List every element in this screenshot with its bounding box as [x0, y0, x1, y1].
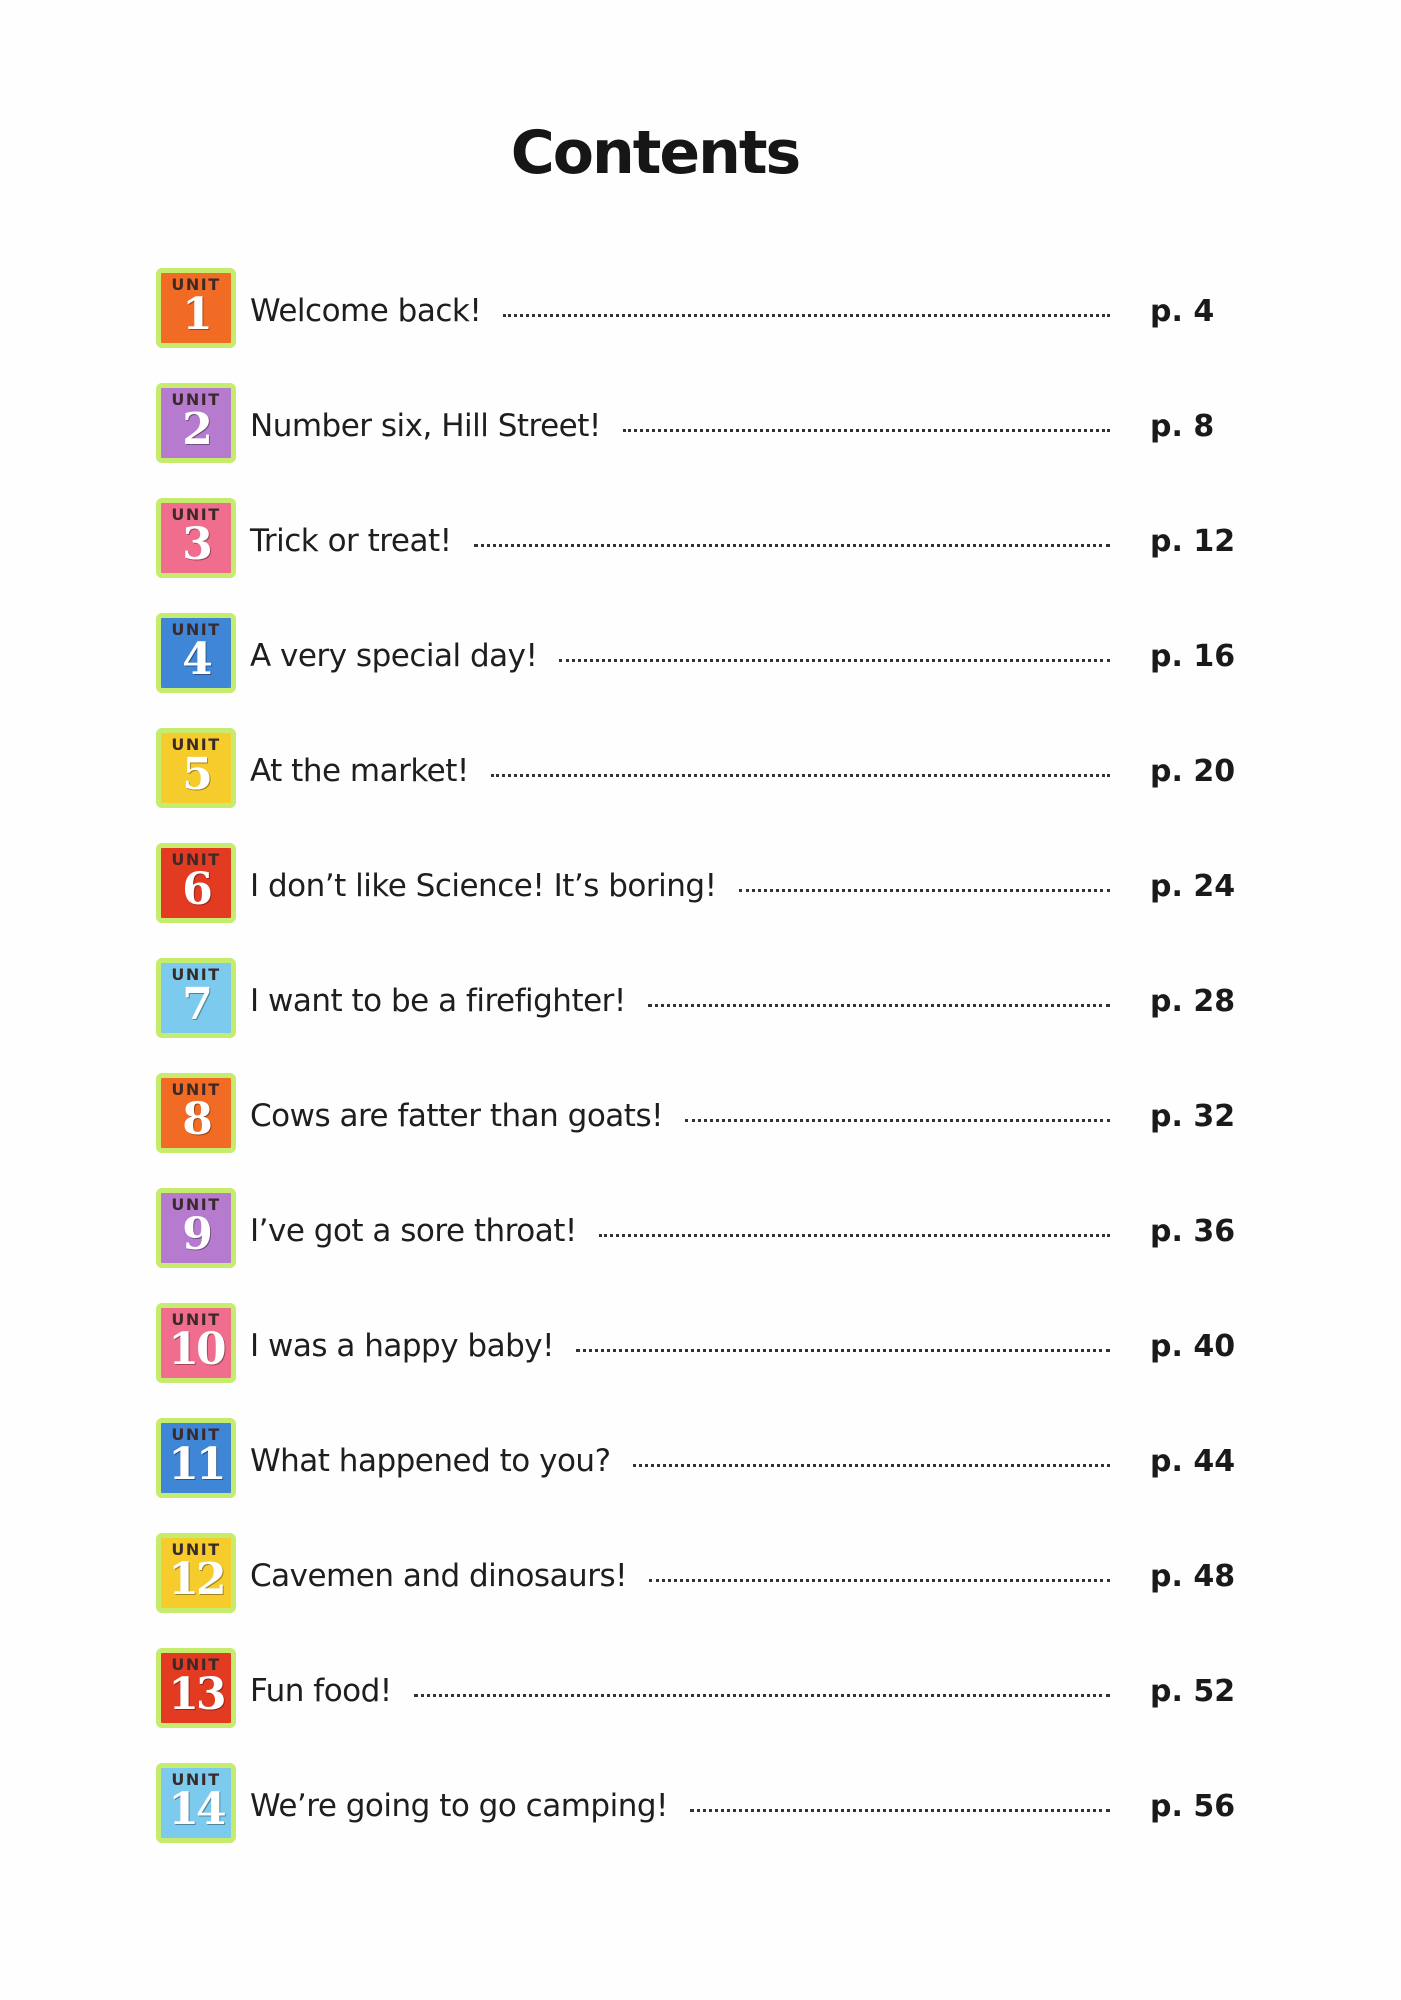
toc-row[interactable] [150, 1071, 1250, 1161]
toc-row[interactable] [150, 1761, 1250, 1851]
unit-badge-number: 4 [182, 634, 210, 685]
dot-leader [414, 1694, 1110, 1697]
toc-entry [250, 496, 1250, 586]
toc-row[interactable] [150, 1416, 1250, 1506]
toc-row[interactable] [150, 841, 1250, 931]
page-number: p. 40 [1150, 1328, 1236, 1364]
unit-badge-label: UNIT [171, 620, 221, 639]
unit-badge [156, 1418, 236, 1498]
unit-badge-number: 13 [168, 1669, 224, 1720]
dot-leader [685, 1119, 1110, 1122]
toc-row[interactable] [150, 956, 1250, 1046]
unit-badge [156, 1303, 236, 1383]
toc-entry [250, 381, 1250, 471]
page-number: p. 20 [1150, 753, 1236, 789]
unit-badge-label: UNIT [171, 1080, 221, 1099]
toc-entry [250, 1071, 1250, 1161]
unit-badge-label: UNIT [171, 505, 221, 524]
toc-entry [250, 1301, 1250, 1391]
toc-entry [250, 1186, 1250, 1276]
unit-badge-number: 5 [182, 749, 210, 800]
toc-entry [250, 266, 1250, 356]
unit-badge-number: 3 [182, 519, 210, 570]
unit-badge-label: UNIT [171, 1310, 221, 1329]
unit-title: Cavemen and dinosaurs! [250, 1558, 628, 1594]
unit-title: At the market! [250, 753, 469, 789]
unit-title: Number six, Hill Street! [250, 408, 601, 444]
unit-badge-number: 6 [182, 864, 210, 915]
unit-badge-number: 12 [168, 1554, 224, 1605]
dot-leader [491, 774, 1110, 777]
toc-row[interactable] [150, 1531, 1250, 1621]
toc-row[interactable] [150, 611, 1250, 701]
toc-row[interactable] [150, 1301, 1250, 1391]
dot-leader [559, 659, 1110, 662]
unit-title: I want to be a firefighter! [250, 983, 626, 1019]
unit-title: What happened to you? [250, 1443, 611, 1479]
page-number: p. 44 [1150, 1443, 1236, 1479]
dot-leader [474, 544, 1110, 547]
unit-title: I don’t like Science! It’s boring! [250, 868, 717, 904]
unit-badge-label: UNIT [171, 1195, 221, 1214]
unit-badge-number: 1 [182, 289, 210, 340]
toc-row[interactable] [150, 1186, 1250, 1276]
toc-entry [250, 1646, 1250, 1736]
dot-leader [739, 889, 1110, 892]
toc-row[interactable] [150, 726, 1250, 816]
unit-badge-number: 14 [168, 1784, 224, 1835]
unit-badge-label: UNIT [171, 1770, 221, 1789]
dot-leader [690, 1809, 1110, 1812]
unit-badge-label: UNIT [171, 390, 221, 409]
unit-badge-number: 8 [182, 1094, 210, 1145]
unit-badge [156, 1533, 236, 1613]
dot-leader [599, 1234, 1110, 1237]
unit-title: Fun food! [250, 1673, 392, 1709]
unit-badge [156, 613, 236, 693]
toc-row[interactable] [150, 381, 1250, 471]
unit-badge-number: 7 [182, 979, 210, 1030]
page-number: p. 36 [1150, 1213, 1236, 1249]
unit-title: I’ve got a sore throat! [250, 1213, 577, 1249]
unit-badge-number: 2 [182, 404, 210, 455]
unit-badge-number: 10 [168, 1324, 224, 1375]
unit-badge-number: 9 [182, 1209, 210, 1260]
unit-badge-label: UNIT [171, 275, 221, 294]
toc-entry [250, 1531, 1250, 1621]
unit-badge-label: UNIT [171, 1425, 221, 1444]
unit-badge [156, 1073, 236, 1153]
page-number: p. 48 [1150, 1558, 1236, 1594]
unit-title: We’re going to go camping! [250, 1788, 668, 1824]
unit-badge-label: UNIT [171, 1655, 221, 1674]
unit-badge [156, 728, 236, 808]
toc-entry [250, 841, 1250, 931]
unit-badge [156, 958, 236, 1038]
unit-badge [156, 1763, 236, 1843]
toc-row[interactable] [150, 496, 1250, 586]
unit-badge [156, 1188, 236, 1268]
page-number: p. 32 [1150, 1098, 1236, 1134]
page-number: p. 28 [1150, 983, 1236, 1019]
dot-leader [503, 314, 1110, 317]
unit-badge [156, 383, 236, 463]
dot-leader [576, 1349, 1110, 1352]
toc-row[interactable] [150, 266, 1250, 356]
unit-title: I was a happy baby! [250, 1328, 555, 1364]
unit-title: A very special day! [250, 638, 538, 674]
toc-entry [250, 1761, 1250, 1851]
unit-badge-number: 11 [168, 1439, 224, 1490]
page-title: Contents [510, 118, 800, 188]
toc-entry [250, 1416, 1250, 1506]
unit-badge [156, 498, 236, 578]
toc-entry [250, 956, 1250, 1046]
page-number: p. 12 [1150, 523, 1236, 559]
unit-title: Welcome back! [250, 293, 482, 329]
unit-title: Trick or treat! [250, 523, 452, 559]
unit-badge-label: UNIT [171, 735, 221, 754]
toc-row[interactable] [150, 1646, 1250, 1736]
unit-badge [156, 843, 236, 923]
page-number: p. 24 [1150, 868, 1236, 904]
unit-badge-label: UNIT [171, 965, 221, 984]
toc-entry [250, 611, 1250, 701]
unit-badge [156, 1648, 236, 1728]
unit-badge-label: UNIT [171, 1540, 221, 1559]
dot-leader [649, 1579, 1110, 1582]
toc-entry [250, 726, 1250, 816]
dot-leader [648, 1004, 1110, 1007]
unit-badge [156, 268, 236, 348]
page-number: p. 52 [1150, 1673, 1236, 1709]
unit-badge-label: UNIT [171, 850, 221, 869]
dot-leader [633, 1464, 1110, 1467]
page-number: p. 16 [1150, 638, 1236, 674]
dot-leader [623, 429, 1110, 432]
unit-title: Cows are fatter than goats! [250, 1098, 664, 1134]
page-number: p. 56 [1150, 1788, 1236, 1824]
page-number: p. 4 [1150, 293, 1215, 329]
page-number: p. 8 [1150, 408, 1215, 444]
